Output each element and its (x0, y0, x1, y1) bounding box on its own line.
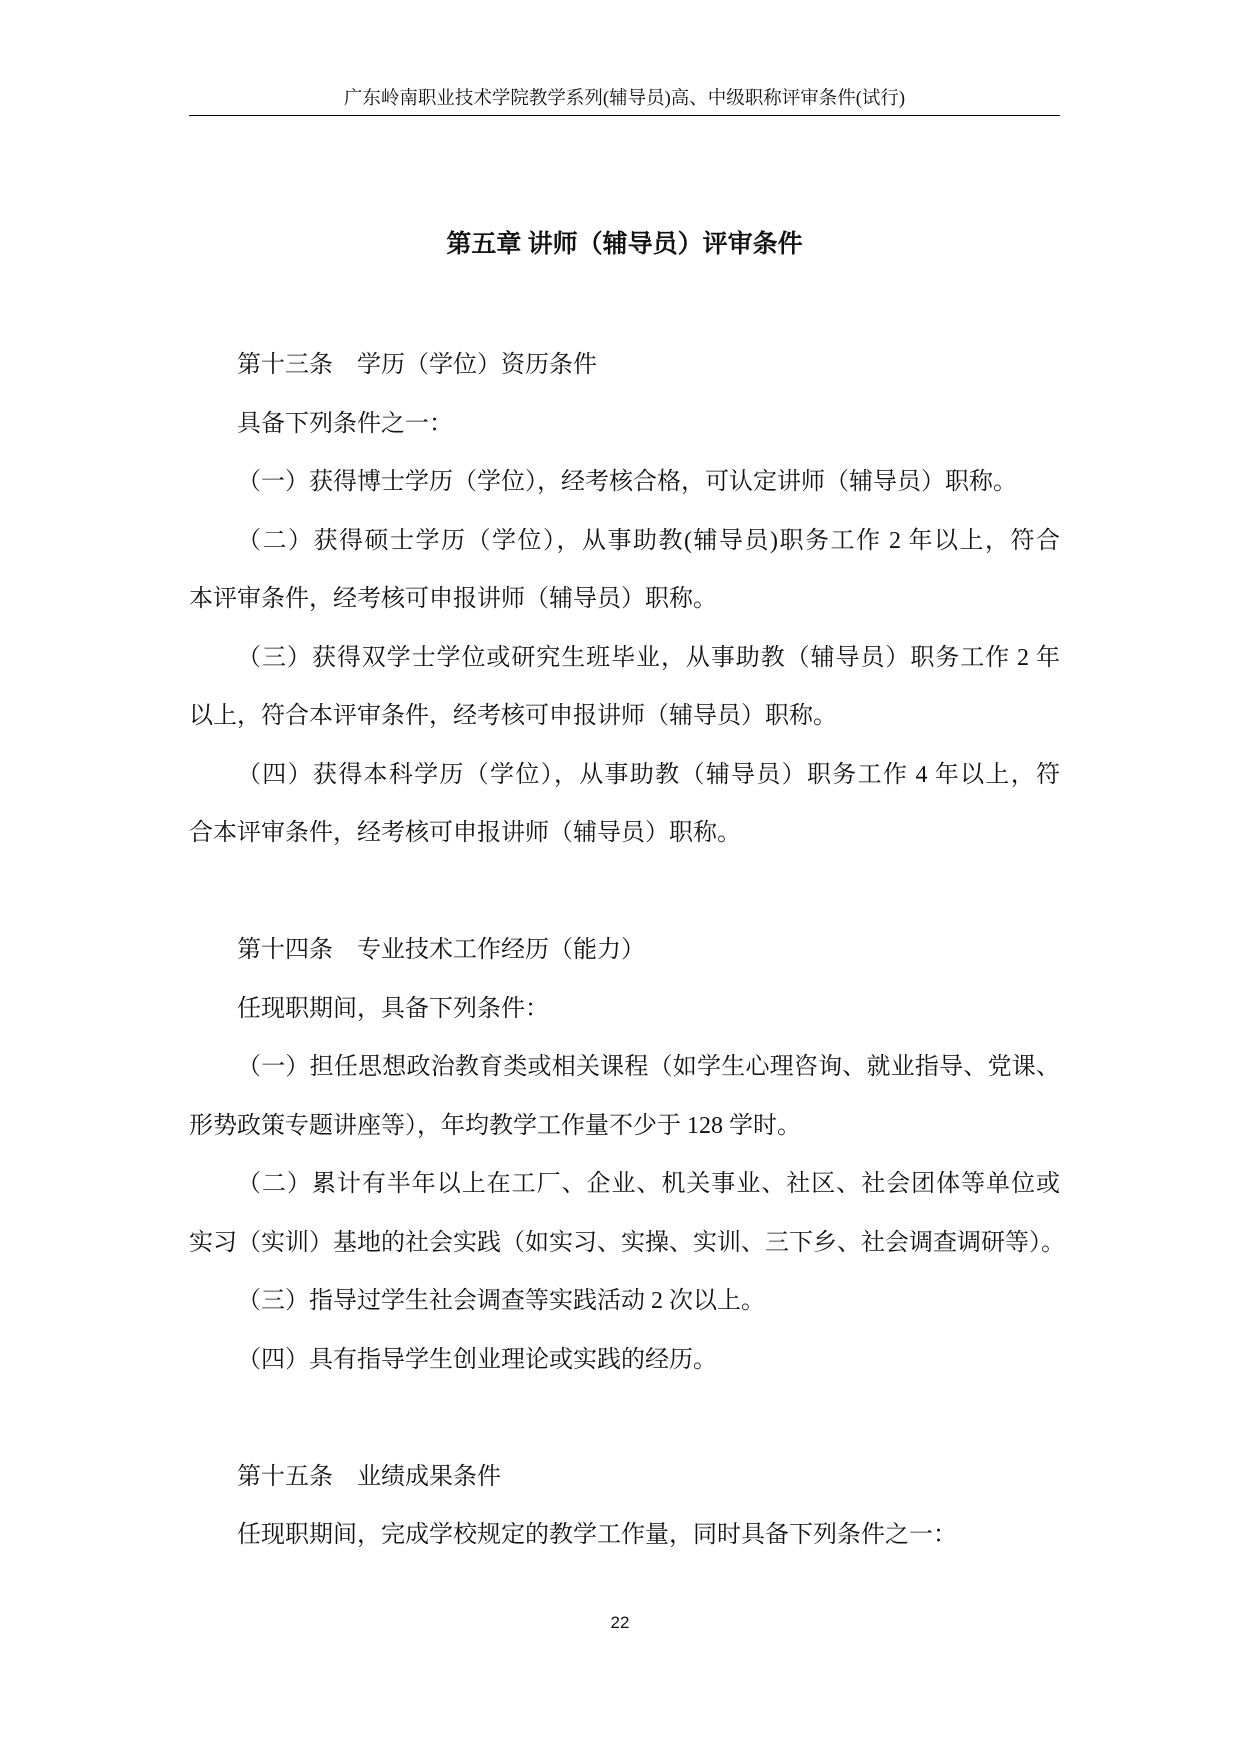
paragraph-line: 本评审条件，经考核可申报讲师（辅导员）职称。 (189, 586, 717, 612)
chapter-title: 第五章 讲师（辅导员）评审条件 (446, 231, 803, 258)
paragraph-line: 以上，符合本评审条件，经考核可申报讲师（辅导员）职称。 (189, 703, 837, 729)
paragraph-line: 合本评审条件，经考核可申报讲师（辅导员）职称。 (189, 820, 741, 846)
article-14-heading: 第十四条 专业技术工作经历（能力） (237, 937, 645, 963)
article-15-heading: 第十五条 业绩成果条件 (237, 1463, 501, 1490)
paragraph-line: 形势政策专题讲座等），年均教学工作量不少于 128 学时。 (189, 1112, 801, 1139)
paragraph-line: （一）获得博士学历（学位），经考核合格，可认定讲师（辅导员）职称。 (237, 469, 1017, 495)
paragraph-line: （四）获得本科学历（学位），从事助教（辅导员）职务工作 4 年以上，符 (237, 761, 1060, 788)
paragraph-line: 实习（实训）基地的社会实践（如实习、实操、实训、三下乡、社会调查调研等）。 (189, 1229, 1065, 1256)
paragraph-line: 任现职期间，完成学校规定的教学工作量，同时具备下列条件之一： (237, 1522, 957, 1548)
section-article-14 (189, 921, 1065, 1389)
paragraph-line: （四）具有指导学生创业理论或实践的经历。 (237, 1346, 717, 1373)
section-article-13 (189, 336, 1060, 863)
article-13-heading: 第十三条 学历（学位）资历条件 (237, 352, 597, 378)
paragraph-line: （二）累计有半年以上在工厂、企业、机关事业、社区、社会团体等单位或 (237, 1171, 1060, 1197)
paragraph-line: （二）获得硕士学历（学位），从事助教(辅导员)职务工作 2 年以上，符合 (237, 527, 1060, 554)
paragraph-line: （三）获得双学士学位或研究生班毕业，从事助教（辅导员）职务工作 2 年 (237, 644, 1060, 671)
paragraph-line: （三）指导过学生社会调查等实践活动 2 次以上。 (237, 1288, 765, 1314)
body-text (189, 336, 1065, 1565)
paragraph-line: 具备下列条件之一： (237, 410, 453, 437)
section-article-15 (189, 1448, 1060, 1565)
paragraph-line: （一）担任思想政治教育类或相关课程（如学生心理咨询、就业指导、党课、 (237, 1054, 1060, 1080)
header-rule (189, 115, 1060, 116)
page-number: 22 (610, 1613, 630, 1632)
paragraph-line: 任现职期间，具备下列条件： (237, 995, 549, 1022)
running-header: 广东岭南职业技术学院教学系列(辅导员)高、中级职称评审条件(试行) (343, 89, 906, 109)
